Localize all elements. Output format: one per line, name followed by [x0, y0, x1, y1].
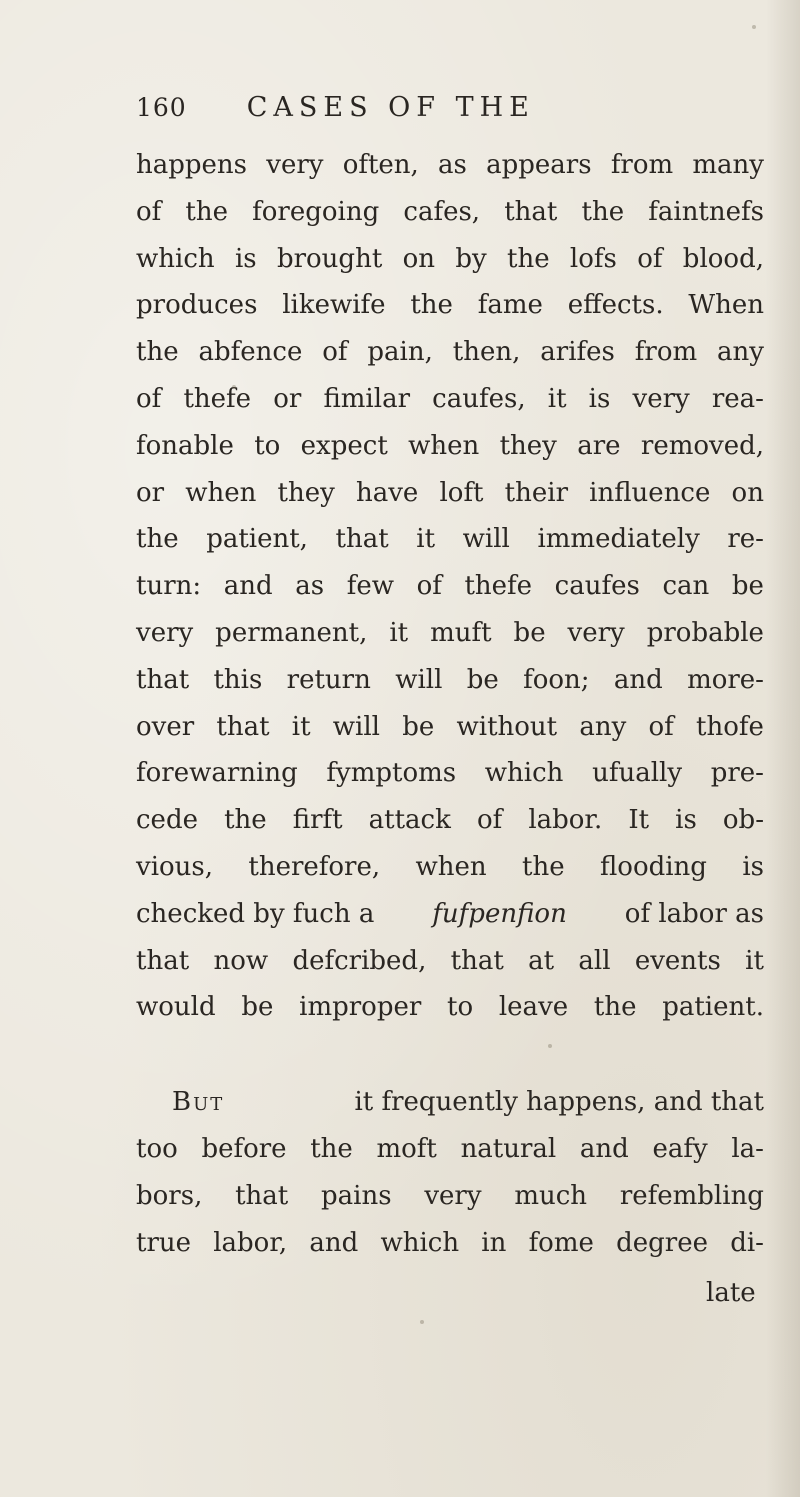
text-line [136, 797, 764, 844]
word: vious, [136, 851, 214, 882]
text-line [136, 236, 764, 283]
word: their [504, 477, 568, 508]
word: the [224, 805, 267, 836]
word: can [662, 571, 710, 602]
word: moft [376, 1133, 437, 1164]
page-header [136, 92, 535, 132]
word: fymptoms [326, 758, 457, 789]
word: very [424, 1180, 482, 1211]
word: happens [136, 150, 248, 180]
word: pain, [367, 337, 433, 368]
text-line [136, 704, 764, 751]
text-line [136, 329, 764, 376]
word: to [254, 430, 281, 461]
word: When [688, 290, 764, 321]
word: this [213, 664, 263, 695]
word: much [514, 1180, 588, 1211]
word: it [745, 945, 764, 976]
word: is [588, 383, 611, 414]
word: very [632, 383, 690, 414]
word: expect [300, 430, 388, 461]
word: pre- [710, 758, 764, 789]
word: cede [136, 805, 198, 836]
paper-speck [436, 445, 440, 449]
word: firft [292, 805, 343, 836]
word: pains [321, 1180, 392, 1211]
word: turn: [136, 571, 202, 602]
text-line [136, 282, 764, 329]
text-line [136, 1220, 764, 1267]
word: cafes, [403, 196, 481, 227]
text-line [136, 1173, 764, 1220]
word: they [277, 477, 335, 508]
text-line [136, 657, 764, 704]
text-line [136, 376, 764, 423]
word: produces [136, 290, 258, 321]
word: be [402, 711, 435, 742]
word: any [579, 711, 627, 742]
word: all [578, 945, 611, 976]
word: blood, [682, 243, 764, 274]
word: be [241, 992, 274, 1023]
word: and [223, 571, 273, 602]
word: caufes [554, 571, 640, 602]
word: now [213, 945, 269, 976]
word: improper [299, 992, 422, 1023]
word: fome [528, 1227, 594, 1258]
word: refembling [619, 1180, 764, 1211]
word: the [522, 851, 565, 882]
word: be [513, 617, 546, 648]
word: that [450, 945, 504, 976]
word: fimilar [323, 383, 410, 414]
text-line [136, 563, 764, 610]
paper-speck [232, 385, 236, 389]
word: likewife [282, 290, 386, 321]
word: without [456, 711, 558, 742]
word: from [610, 150, 674, 180]
word: thofe [696, 711, 764, 742]
word: labor, [213, 1227, 288, 1258]
word: that [136, 945, 190, 976]
word: of [476, 805, 503, 836]
word: they [499, 430, 557, 461]
word: or [136, 477, 165, 508]
text-line [136, 844, 764, 891]
word: foon; [523, 664, 590, 695]
word: or [273, 383, 302, 414]
word: are [577, 430, 621, 461]
word: muft [430, 617, 492, 648]
word: of [136, 196, 162, 227]
paper-speck [752, 25, 756, 29]
text-line [136, 891, 764, 938]
word: brought [276, 243, 383, 274]
word: attack [368, 805, 451, 836]
text-line [136, 189, 764, 236]
text-line [136, 470, 764, 517]
word: it [416, 524, 436, 555]
word: often, [342, 150, 419, 180]
word: that [235, 1180, 289, 1211]
word: appears [486, 150, 592, 180]
word: which [380, 1227, 460, 1258]
word: many [692, 150, 764, 180]
word: will [332, 711, 380, 742]
word: of [322, 337, 348, 368]
word: be [731, 571, 764, 602]
word: be [466, 664, 499, 695]
word: It [628, 805, 650, 836]
word: la- [731, 1133, 764, 1164]
word: when [415, 851, 487, 882]
word: that [216, 711, 270, 742]
paragraph-1 [136, 142, 764, 891]
word: as [438, 150, 467, 180]
word: patient, [206, 524, 308, 555]
text-line [136, 1079, 764, 1126]
word: the [136, 337, 179, 368]
word: too [136, 1133, 178, 1164]
word: ufually [592, 758, 683, 789]
word: is [675, 805, 697, 836]
word: to [447, 992, 474, 1023]
word: loft [439, 477, 484, 508]
word: flooding [599, 851, 707, 882]
word: the [136, 524, 179, 555]
word: faintnefs [648, 196, 764, 227]
word: any [717, 337, 764, 368]
body-text [136, 142, 764, 1266]
small-caps-opening: But [172, 1087, 225, 1118]
word: the [593, 992, 637, 1023]
word: influence [589, 477, 711, 508]
text-segment: checked by fuch a [136, 898, 375, 929]
word: abfence [198, 337, 303, 368]
word: and [309, 1227, 359, 1258]
word: will [462, 524, 510, 555]
word: arifes [540, 337, 615, 368]
word: of [648, 711, 674, 742]
word: it [547, 383, 567, 414]
word: lofs [569, 243, 617, 274]
word: have [355, 477, 419, 508]
word: thefe [183, 383, 252, 414]
word: rea- [711, 383, 764, 414]
word: in [481, 1227, 507, 1258]
text-line [136, 1126, 764, 1173]
word: at [528, 945, 555, 976]
word: from [634, 337, 698, 368]
word: by [455, 243, 487, 274]
word: di- [730, 1227, 764, 1258]
word: that [335, 524, 389, 555]
text-line [136, 610, 764, 657]
word: fame [477, 290, 543, 321]
word: forewarning [136, 758, 298, 789]
word: patient. [662, 992, 764, 1023]
italic-term: fufpenfion [432, 898, 567, 929]
word: defcribed, [292, 945, 427, 976]
word: more- [687, 664, 764, 695]
word: of [637, 243, 663, 274]
word: the [185, 196, 229, 227]
word: that [136, 664, 190, 695]
word: very [136, 617, 194, 648]
paragraph-2 [136, 1126, 764, 1266]
word: is [234, 243, 257, 274]
word: and [579, 1133, 629, 1164]
word: it [291, 711, 311, 742]
word: and [613, 664, 663, 695]
word: is [742, 851, 764, 882]
word: therefore, [248, 851, 381, 882]
word: fonable [136, 430, 234, 461]
text-line [136, 423, 764, 470]
word: leave [498, 992, 569, 1023]
paragraph-gap [136, 1031, 764, 1079]
page-edge-shadow [766, 0, 800, 1497]
word: when [185, 477, 257, 508]
text-line [136, 938, 764, 985]
word: thefe [464, 571, 533, 602]
word: the [410, 290, 453, 321]
running-head: CASES OF THE [246, 92, 535, 123]
word: degree [616, 1227, 708, 1258]
word: will [395, 664, 443, 695]
word: it [389, 617, 409, 648]
word: as [295, 571, 325, 602]
paragraph-1-end [136, 938, 764, 1032]
word: ob- [722, 805, 764, 836]
word: re- [727, 524, 764, 555]
word: probable [646, 617, 764, 648]
word: which [136, 243, 215, 274]
word: over [136, 711, 195, 742]
word: before [201, 1133, 287, 1164]
text-line [136, 750, 764, 797]
text-segment: of labor as [624, 898, 764, 929]
word: effects. [567, 290, 664, 321]
catchword: late [706, 1278, 756, 1308]
word: very [567, 617, 625, 648]
word: foregoing [252, 196, 380, 227]
word: when [408, 430, 480, 461]
word: few [346, 571, 394, 602]
paper-speck [420, 1320, 424, 1324]
word: bors, [136, 1180, 203, 1211]
text-segment: it frequently happens, and that [354, 1087, 764, 1118]
word: of [416, 571, 442, 602]
word: labor. [528, 805, 603, 836]
text-line [136, 142, 764, 189]
word: very [266, 150, 324, 180]
word: eafy [652, 1133, 708, 1164]
word: on [731, 477, 764, 508]
text-line [136, 984, 764, 1031]
word: on [402, 243, 435, 274]
word: natural [460, 1133, 557, 1164]
word: immediately [537, 524, 700, 555]
word: return [286, 664, 371, 695]
word: removed, [640, 430, 764, 461]
word: events [634, 945, 721, 976]
paper-speck [548, 1044, 552, 1048]
word: the [507, 243, 550, 274]
word: of [136, 383, 162, 414]
word: true [136, 1227, 192, 1258]
word: which [484, 758, 564, 789]
word: the [581, 196, 625, 227]
word: caufes, [432, 383, 526, 414]
word: permanent, [215, 617, 368, 648]
word: that [504, 196, 558, 227]
text-line [136, 516, 764, 563]
word: the [310, 1133, 353, 1164]
page-number: 160 [136, 93, 187, 122]
word: would [136, 992, 216, 1023]
word: then, [452, 337, 521, 368]
